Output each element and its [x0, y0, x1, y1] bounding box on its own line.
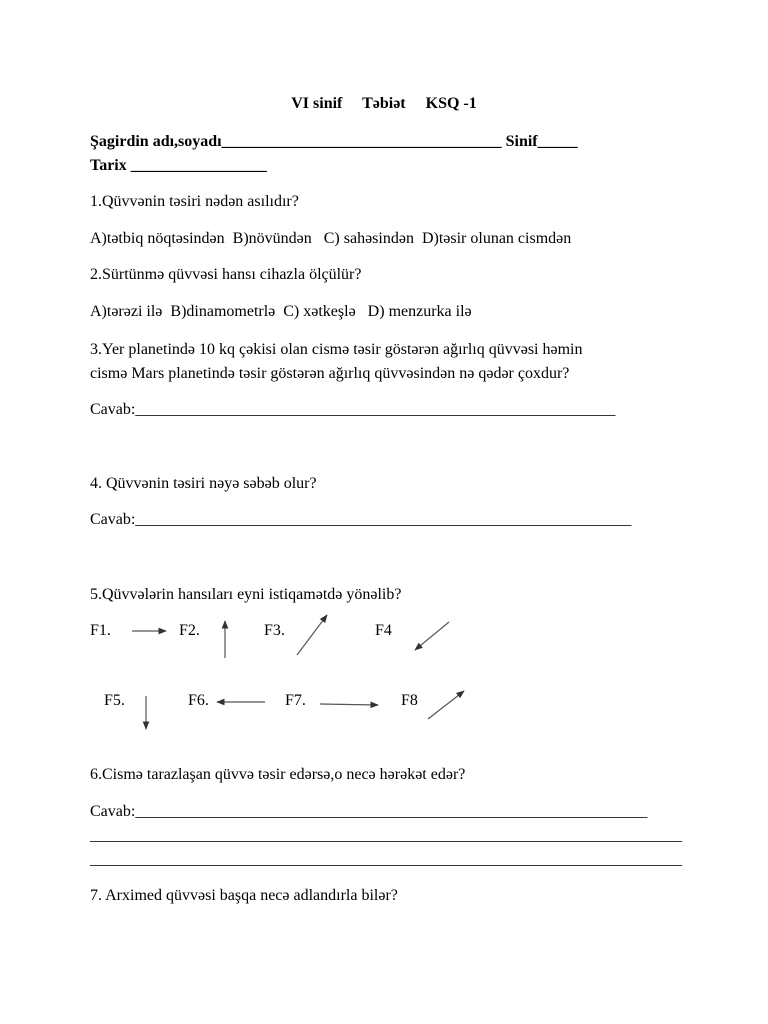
question-3-answer: Cavab:____________________________________________________________: [90, 401, 616, 418]
question-6-answer-line-3: __________________________________________________________________________: [90, 851, 682, 868]
question-4: 4. Qüvvənin təsiri nəyə səbəb olur?: [90, 475, 317, 492]
force-label-f5: F5.: [104, 692, 125, 709]
force-arrow-f7: [320, 704, 378, 705]
question-6-answer-line-2: __________________________________________________________________________: [90, 827, 682, 844]
page-title: VI sinif Təbiət KSQ -1: [291, 95, 477, 112]
question-3-line-1: 3.Yer planetində 10 kq çəkisi olan cismə təsir göstərən ağırlıq qüvvəsi həmin: [90, 341, 583, 358]
question-3-line-2: cismə Mars planetində təsir göstərən ağırlıq qüvvəsindən nə qədər çoxdur?: [90, 365, 570, 382]
question-4-answer: Cavab:______________________________________________________________: [90, 511, 632, 528]
student-name-line: Şagirdin adı,soyadı___________________________________ Sinif_____: [90, 133, 578, 150]
force-label-f4: F4: [375, 622, 392, 639]
force-label-f8: F8: [401, 692, 418, 709]
question-7: 7. Arximed qüvvəsi başqa necə adlandırla bilər?: [90, 887, 398, 904]
question-2-options: A)tərəzi ilə B)dinamometrlə C) xətkeşlə D) menzurka ilə: [90, 303, 472, 320]
question-2: 2.Sürtünmə qüvvəsi hansı cihazla ölçülür?: [90, 266, 362, 283]
force-label-f7: F7.: [285, 692, 306, 709]
date-line: Tarix _________________: [90, 157, 267, 174]
force-arrow-f3: [297, 615, 327, 655]
force-label-f3: F3.: [264, 622, 285, 639]
question-6-answer: Cavab:________________________________________________________________: [90, 803, 648, 820]
question-1: 1.Qüvvənin təsiri nədən asılıdır?: [90, 193, 299, 210]
force-arrow-f8: [428, 691, 464, 719]
force-label-f6: F6.: [188, 692, 209, 709]
question-1-options: A)tətbiq nöqtəsindən B)növündən C) sahəsindən D)təsir olunan cismdən: [90, 230, 572, 247]
question-6: 6.Cismə tarazlaşan qüvvə təsir edərsə,o necə hərəkət edər?: [90, 766, 466, 783]
force-label-f2: F2.: [179, 622, 200, 639]
question-5: 5.Qüvvələrin hansıları eyni istiqamətdə yönəlib?: [90, 586, 402, 603]
force-label-f1: F1.: [90, 622, 111, 639]
force-arrow-f4: [415, 622, 449, 650]
